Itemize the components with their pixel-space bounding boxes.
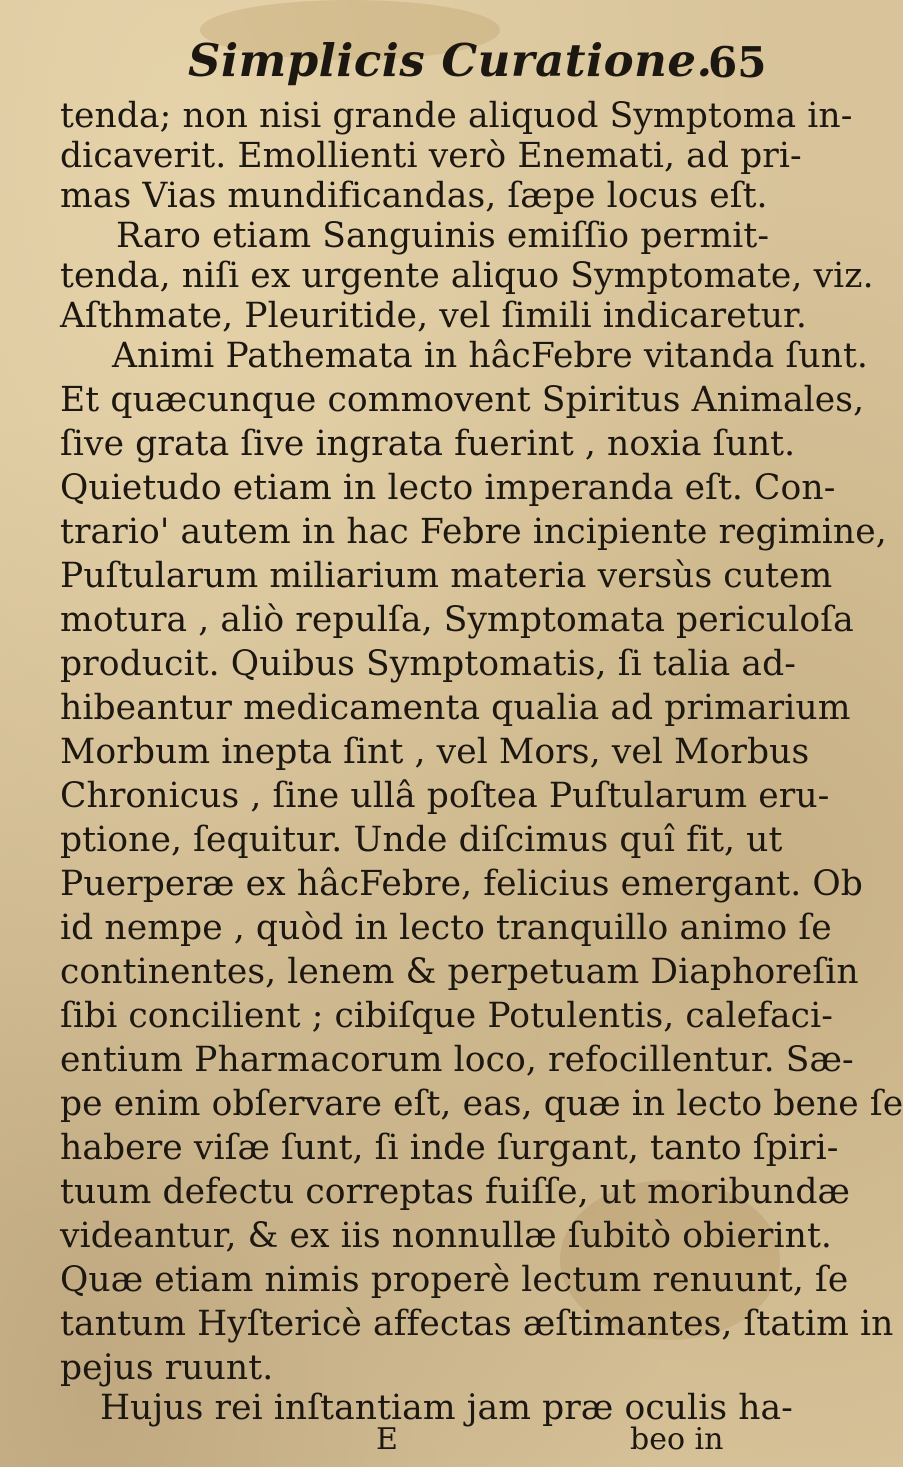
text-line: Chronicus , ſine ullâ poſtea Puſtularum eru- <box>60 776 830 816</box>
page-header <box>0 28 800 88</box>
text-line: videantur, & ex iis nonnullæ ſubitò obierint. <box>60 1216 832 1256</box>
text-line: hibeantur medicamenta qualia ad primarium <box>60 688 851 728</box>
text-line: tantum Hyſtericè affectas æſtimantes, ſtatim in <box>60 1304 894 1344</box>
text-line: Raro etiam Sanguinis emiſſio permit- <box>116 216 770 256</box>
text-line: pejus ruunt. <box>60 1348 274 1388</box>
text-line: tenda, niſi ex urgente aliquo Symptomate, viz. <box>60 256 874 296</box>
text-line: dicaverit. Emollienti verò Enemati, ad pri- <box>60 136 802 176</box>
text-line: Aſthmate, Pleuritide, vel ſimili indicaretur. <box>60 296 807 336</box>
text-line: Hujus rei inſtantiam jam præ oculis ha- <box>100 1388 793 1428</box>
text-line: producit. Quibus Symptomatis, ſi talia ad- <box>60 644 797 684</box>
text-line: Puſtularum miliarium materia versùs cutem <box>60 556 833 596</box>
text-line: habere viſæ ſunt, ſi inde ſurgant, tanto ſpiri- <box>60 1128 839 1168</box>
text-line: trario' autem in hac Febre incipiente regimine, <box>60 512 887 552</box>
text-line: continentes, lenem & perpetuam Diaphoreſin <box>60 952 859 992</box>
running-title: Simplicis Curatione. <box>188 34 713 87</box>
catchword: beo in <box>630 1422 724 1457</box>
text-line: Morbum inepta ſint , vel Mors, vel Morbus <box>60 732 810 772</box>
text-line: pe enim obſervare eſt, eas, quæ in lecto bene ſe <box>60 1084 903 1124</box>
text-line: mas Vias mundificandas, ſæpe locus eſt. <box>60 176 768 216</box>
text-line: Puerperæ ex hâcFebre, felicius emergant. Ob <box>60 864 863 904</box>
page-number: 65 <box>708 38 767 87</box>
text-line: ſibi concilient ; cibiſque Potulentis, calefaci- <box>60 996 833 1036</box>
text-line: ptione, ſequitur. Unde diſcimus quî fit, ut <box>60 820 783 860</box>
text-line: Animi Pathemata in hâcFebre vitanda ſunt. <box>112 336 868 376</box>
text-line: Et quæcunque commovent Spiritus Animales, <box>60 380 865 420</box>
text-line: motura , aliò repulſa, Symptomata periculoſa <box>60 600 854 640</box>
text-line: Quæ etiam nimis properè lectum renuunt, ſe <box>60 1260 849 1300</box>
text-line: tuum defectu correptas fuiſſe, ut moribundæ <box>60 1172 851 1212</box>
text-line: id nempe , quòd in lecto tranquillo animo ſe <box>60 908 832 948</box>
text-line: entium Pharmacorum loco, refocillentur. Sæ- <box>60 1040 854 1080</box>
text-line: tenda; non nisi grande aliquod Symptoma in- <box>60 96 853 136</box>
signature-mark: E <box>376 1422 398 1457</box>
text-line: ſive grata ſive ingrata fuerint , noxia ſunt. <box>60 424 796 464</box>
text-line: Quietudo etiam in lecto imperanda eſt. Con- <box>60 468 836 508</box>
